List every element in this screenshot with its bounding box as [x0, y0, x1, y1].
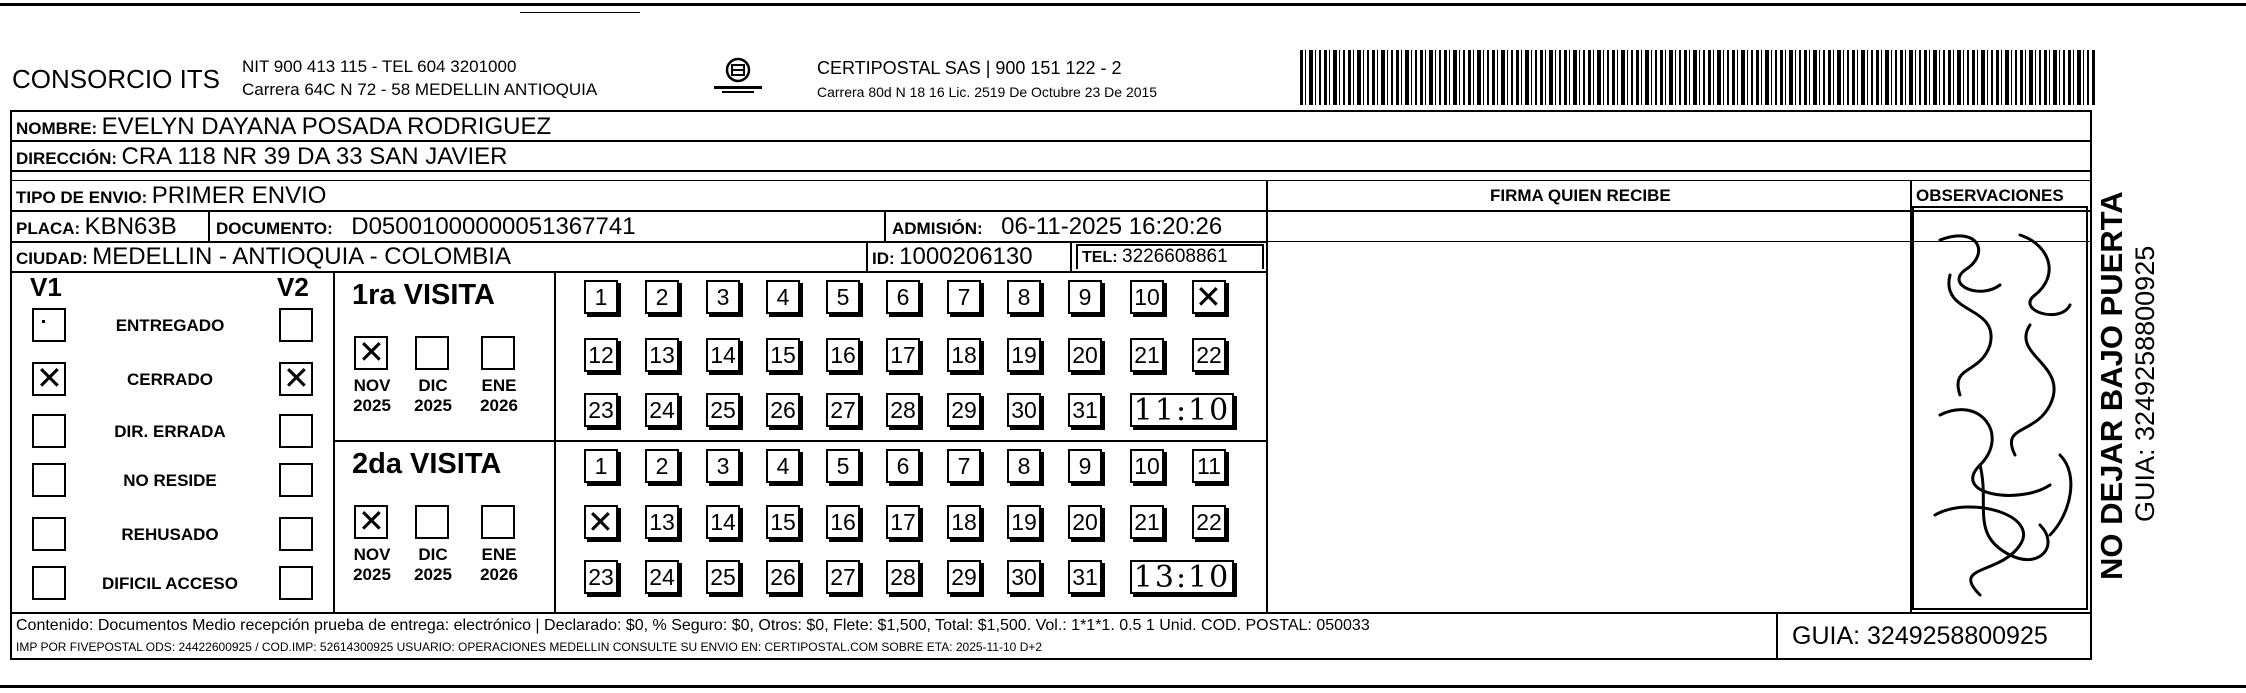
firma-left-line — [1266, 180, 1268, 613]
visita1-day-box[interactable]: 20 — [1068, 338, 1102, 372]
visita2-day-box[interactable]: 9 — [1068, 449, 1102, 483]
doc-admision-sep — [884, 210, 886, 241]
visita2-hora-box[interactable]: 13:10 — [1130, 560, 1234, 594]
v1-label: V1 — [30, 272, 62, 302]
sender-name: CONSORCIO ITS — [12, 64, 221, 94]
visita1-day-box[interactable]: 29 — [947, 393, 981, 427]
estado-label: NO RESIDE — [123, 471, 217, 490]
visita2-day-box[interactable]: 6 — [886, 449, 920, 483]
visita2-day-box[interactable]: 21 — [1130, 505, 1164, 539]
direccion-row — [16, 143, 507, 171]
observaciones-label: OBSERVACIONES — [1916, 186, 2064, 205]
month-name: DIC — [418, 376, 448, 395]
footer-line — [10, 612, 2092, 614]
frame-right — [2090, 110, 2092, 660]
nombre-row — [16, 113, 551, 141]
month-year: 2025 — [353, 396, 391, 415]
visita2-day-box[interactable]: 5 — [826, 449, 860, 483]
month-name: ENE — [481, 545, 517, 564]
estado-label: REHUSADO — [121, 525, 219, 544]
footer-guia: GUIA: 3249258800925 — [1792, 622, 2048, 650]
frame-top — [10, 110, 2092, 112]
visita2-month-checkbox[interactable] — [354, 505, 388, 539]
tipo-envio-row — [16, 182, 326, 210]
estado-label: CERRADO — [127, 370, 213, 389]
visita1-day-box[interactable]: 23 — [584, 393, 618, 427]
visita1-day-box[interactable]: 21 — [1130, 338, 1164, 372]
visita2-day-box[interactable]: 30 — [1007, 560, 1041, 594]
id-row — [872, 243, 1033, 271]
visita1-title: 1ra VISITA — [352, 279, 495, 311]
visita2-day-box[interactable]: 19 — [1007, 505, 1041, 539]
guia-left-line — [1776, 612, 1778, 659]
visita2-day-box[interactable]: 26 — [766, 560, 800, 594]
visita1-day-box[interactable]: 16 — [826, 338, 860, 372]
visita2-day-box[interactable]: 24 — [645, 560, 679, 594]
visita2-day-box[interactable]: 3 — [706, 449, 740, 483]
visita1-day-box[interactable]: 6 — [886, 280, 920, 314]
tipo-envio-label: TIPO DE ENVIO: — [16, 188, 148, 207]
month-name: DIC — [418, 545, 448, 564]
month-name: ENE — [481, 376, 517, 395]
visita2-day-box[interactable]: 8 — [1007, 449, 1041, 483]
visita1-day-box[interactable]: 5 — [826, 280, 860, 314]
visita2-day-box[interactable]: 14 — [706, 505, 740, 539]
id-tel-sep — [1070, 241, 1072, 271]
visita1-day-box[interactable]: 28 — [886, 393, 920, 427]
top-short-line — [520, 12, 640, 13]
direccion-value: CRA 118 NR 39 DA 33 SAN JAVIER — [121, 143, 508, 170]
tel-label: TEL: — [1082, 249, 1118, 266]
visita2-month-checkbox[interactable] — [415, 505, 449, 539]
visita1-month-checkbox[interactable] — [481, 336, 515, 370]
visita2-day-box[interactable]: 4 — [766, 449, 800, 483]
footer-contenido: Contenido: Documentos Medio recepción prueba de entrega: electrónico | Declarado: $0, % Seguro: $0, Otros: $0, Flete: $1,500, Total: $1,500. Vol.: 1*1*1. 0.5 1 Unid. COD. POSTAL: 050033 — [16, 617, 1370, 634]
visita2-day-box[interactable]: 20 — [1068, 505, 1102, 539]
visita2-day-box[interactable]: 15 — [766, 505, 800, 539]
visita1-day-box[interactable]: 27 — [826, 393, 860, 427]
sender-nit: NIT 900 413 115 - TEL 604 3201000 — [242, 57, 517, 76]
carrier-name: CERTIPOSTAL SAS | 900 151 122 - 2 — [817, 58, 1122, 78]
visita2-day-box[interactable]: 17 — [886, 505, 920, 539]
visita2-title: 2da VISITA — [352, 448, 502, 480]
placa-row — [16, 213, 177, 241]
tel-row — [1082, 246, 1228, 268]
visita1-day-box[interactable]: 22 — [1192, 338, 1226, 372]
visita1-day-box[interactable]: 30 — [1007, 393, 1041, 427]
month-year: 2026 — [480, 396, 518, 415]
visita2-day-box[interactable]: 2 — [645, 449, 679, 483]
visita1-day-box[interactable]: 31 — [1068, 393, 1102, 427]
frame-bottom — [10, 658, 2092, 660]
admision-label: ADMISIÓN: — [892, 219, 983, 238]
documento-row — [216, 213, 636, 241]
visita2-day-box[interactable]: 29 — [947, 560, 981, 594]
month-name: NOV — [353, 376, 391, 395]
footer-imp: IMP POR FIVEPOSTAL ODS: 24422600925 / COD.IMP: 52614300925 USUARIO: OPERACIONES MEDELLIN CONSULTE SU ENVIO EN: CERTIPOSTAL.COM SOBRE ETA: 2025-11-10 D+2 — [16, 640, 1043, 654]
firma-label: FIRMA QUIEN RECIBE — [1490, 186, 1671, 205]
side-no-dejar-bajo-puerta: NO DEJAR BAJO PUERTA — [2094, 191, 2129, 580]
v2-label: V2 — [277, 272, 309, 302]
estado-label: DIR. ERRADA — [114, 422, 226, 441]
visita2-month-checkbox[interactable] — [481, 505, 515, 539]
visita1-day-box[interactable]: 2 — [645, 280, 679, 314]
nombre-label: NOMBRE: — [16, 119, 98, 138]
ciudad-row — [16, 243, 511, 271]
placa-value: KBN63B — [84, 213, 177, 240]
bottom-scan-line — [0, 685, 2246, 688]
visita1-day-box[interactable]: 3 — [706, 280, 740, 314]
visita2-day-box[interactable]: 16 — [826, 505, 860, 539]
visita2-day-box[interactable]: 23 — [584, 560, 618, 594]
visita1-day-box[interactable]: 18 — [947, 338, 981, 372]
nombre-value: EVELYN DAYANA POSADA RODRIGUEZ — [101, 113, 552, 140]
documento-label: DOCUMENTO: — [216, 219, 333, 238]
month-year: 2025 — [414, 565, 452, 584]
visita1-day-box[interactable]: 15 — [766, 338, 800, 372]
visita1-month-label — [344, 376, 400, 416]
visita2-day-box[interactable]: 13 — [645, 505, 679, 539]
visita2-day-box[interactable]: 28 — [886, 560, 920, 594]
visita1-day-box[interactable]: 17 — [886, 338, 920, 372]
visita2-day-box[interactable]: 1 — [584, 449, 618, 483]
visita1-day-box[interactable]: 10 — [1130, 280, 1164, 314]
ciudad-label: CIUDAD: — [16, 249, 88, 268]
visita1-month-label — [405, 376, 461, 416]
admision-value: 06-11-2025 16:20:26 — [1001, 213, 1223, 240]
estado-label: DIFICIL ACCESO — [101, 574, 238, 593]
visita1-day-box[interactable]: 19 — [1007, 338, 1041, 372]
visita2-day-box[interactable]: 31 — [1068, 560, 1102, 594]
visita1-day-box[interactable]: 25 — [706, 393, 740, 427]
placa-doc-sep — [208, 210, 210, 241]
month-year: 2025 — [414, 396, 452, 415]
visita1-day-box[interactable]: 24 — [645, 393, 679, 427]
visita2-day-box[interactable]: 11 — [1192, 449, 1226, 483]
visita1-day-box[interactable]: 13 — [645, 338, 679, 372]
visita1-day-box[interactable] — [1192, 280, 1226, 314]
tipo-envio-value: PRIMER ENVIO — [151, 182, 327, 209]
id-label: ID: — [872, 249, 895, 268]
month-name: NOV — [353, 545, 391, 564]
sender-address: Carrera 64C N 72 - 58 MEDELLIN ANTIOQUIA — [242, 80, 598, 99]
visita1-month-checkbox[interactable] — [354, 336, 388, 370]
ciudad-id-sep — [866, 241, 868, 271]
tel-value: 3226608861 — [1122, 246, 1228, 267]
visita1-hora-box[interactable]: 11:10 — [1130, 393, 1234, 427]
visita1-day-box[interactable]: 4 — [766, 280, 800, 314]
placa-label: PLACA: — [16, 219, 81, 238]
carrier-address: Carrera 80d N 18 16 Lic. 2519 De Octubre 23 De 2015 — [817, 84, 1158, 100]
month-year: 2026 — [480, 565, 518, 584]
visita1-day-box[interactable]: 8 — [1007, 280, 1041, 314]
documento-value: D05001000000051367741 — [351, 213, 636, 240]
top-scan-line — [0, 3, 2246, 6]
admision-row — [892, 213, 1222, 241]
visita2-day-box[interactable]: 27 — [826, 560, 860, 594]
side-guia: GUIA: 3249258800925 — [2130, 245, 2160, 522]
visita1-day-box[interactable]: 1 — [584, 280, 618, 314]
visita1-month-checkbox[interactable] — [415, 336, 449, 370]
visita1-day-box[interactable]: 14 — [706, 338, 740, 372]
visita2-day-box[interactable] — [584, 505, 618, 539]
certipostal-logo-icon — [708, 56, 768, 96]
ciudad-value: MEDELLIN - ANTIOQUIA - COLOMBIA — [92, 243, 511, 270]
id-value: 1000206130 — [899, 243, 1033, 270]
handwritten-signature — [1920, 215, 2085, 605]
visita2-month-label — [471, 545, 527, 585]
visita2-day-box[interactable]: 7 — [947, 449, 981, 483]
visita2-day-box[interactable]: 18 — [947, 505, 981, 539]
row-line-6 — [10, 271, 1268, 273]
visita2-day-box[interactable]: 10 — [1130, 449, 1164, 483]
visita1-day-box[interactable]: 7 — [947, 280, 981, 314]
visita2-day-box[interactable]: 22 — [1192, 505, 1226, 539]
visita2-month-label — [344, 545, 400, 585]
row-line-3 — [10, 180, 2092, 181]
visita1-day-box[interactable]: 26 — [766, 393, 800, 427]
visita2-month-label — [405, 545, 461, 585]
month-year: 2025 — [353, 565, 391, 584]
visita2-day-box[interactable]: 25 — [706, 560, 740, 594]
visita1-day-box[interactable]: 9 — [1068, 280, 1102, 314]
barcode — [1300, 50, 2095, 105]
visita1-day-box[interactable]: 12 — [584, 338, 618, 372]
visita1-month-label — [471, 376, 527, 416]
direccion-label: DIRECCIÓN: — [16, 149, 118, 168]
estado-label: ENTREGADO — [115, 316, 225, 335]
row-line-4 — [10, 210, 2092, 212]
visita-divider — [333, 440, 1267, 442]
